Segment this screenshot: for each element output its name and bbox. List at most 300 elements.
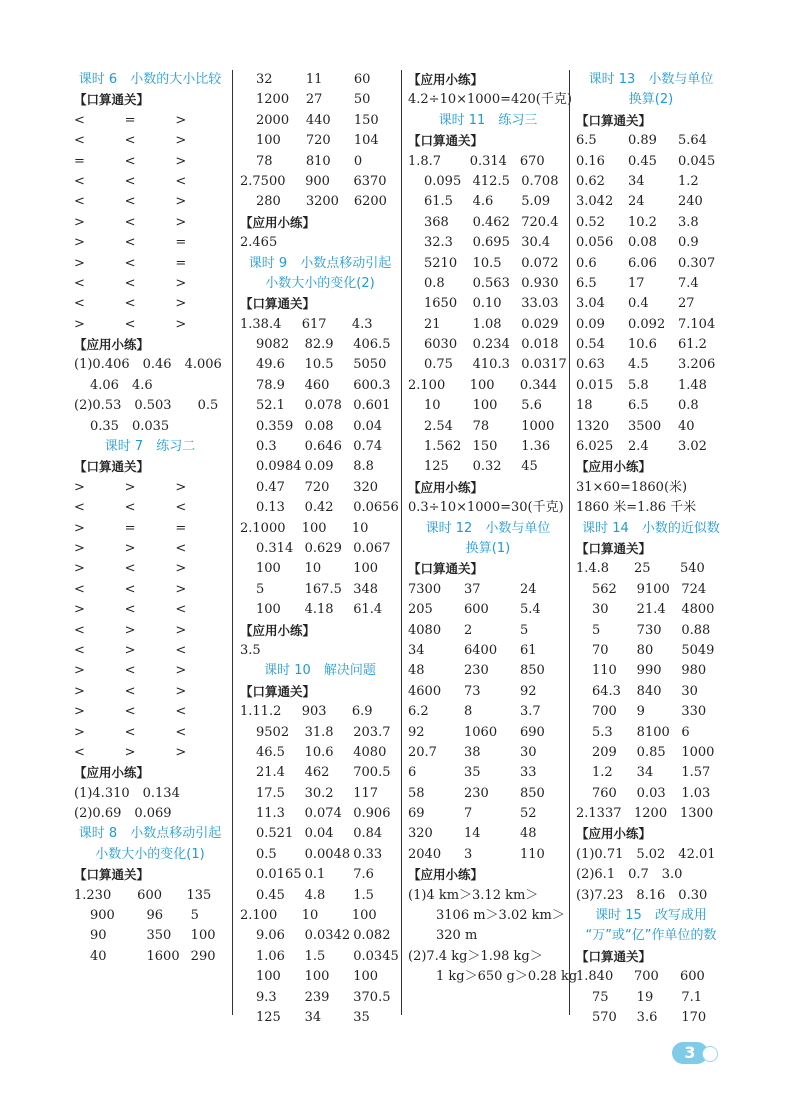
answer-cell: 3200: [305, 194, 339, 210]
answer-cell: 460: [304, 377, 330, 393]
answer-row: [74, 906, 226, 926]
answer-row: [408, 641, 568, 661]
lesson-title: 课时 10 解决问题: [264, 663, 376, 679]
section-heading: 【应用小练】: [240, 622, 316, 638]
answer-cell: 52.1: [256, 398, 285, 414]
answer-cell: 48: [520, 826, 537, 842]
answer-cell: >: [175, 214, 187, 230]
answer-cell: 0.74: [353, 439, 383, 455]
answer-cell: 3.8: [678, 214, 699, 230]
answer-cell: <: [124, 316, 136, 332]
answer-cell: 30: [681, 683, 698, 699]
answer-cell: 30: [592, 602, 609, 618]
answer-row: [576, 1008, 726, 1028]
answer-row: [576, 172, 726, 192]
answer-cell: <: [124, 214, 136, 230]
answer-cell: 0.03: [636, 785, 666, 801]
answer-cell: 0.04: [353, 418, 383, 434]
answer-cell: 670: [519, 153, 545, 169]
answer-cell: 5.4: [520, 602, 541, 618]
answer-cell: >: [74, 255, 85, 271]
answer-cell: 1000: [521, 418, 555, 434]
answer-cell: >: [175, 194, 187, 210]
comparison-row: [74, 294, 226, 314]
answer-cell: 0.54: [576, 337, 605, 353]
answer-column-2: [240, 70, 400, 1028]
answer-cell: =: [175, 520, 187, 536]
answer-row: [408, 172, 568, 192]
answer-cell: <: [175, 500, 187, 516]
answer-cell: 0.314: [469, 153, 507, 169]
answer-cell: 150: [353, 112, 379, 128]
answer-cell: 0.344: [519, 377, 558, 393]
column-divider: [401, 70, 402, 1015]
answer-cell: 125: [256, 1009, 281, 1025]
answer-row: [408, 274, 568, 294]
answer-cell: >: [74, 724, 85, 740]
answer-line: (1)0.71 5.02 42.01: [576, 846, 716, 862]
answer-cell: 25: [634, 561, 651, 577]
lesson-title: 课时 6 小数的大小比较: [78, 72, 222, 87]
answer-cell: 32: [256, 72, 273, 87]
answer-line: (3)7.23 8.16 0.30: [576, 887, 708, 903]
answer-cell: >: [74, 520, 85, 536]
answer-cell: 0.930: [521, 275, 559, 291]
answer-cell: 5.64: [678, 133, 707, 149]
answer-cell: >: [124, 540, 136, 556]
answer-cell: 10: [304, 561, 322, 577]
section-heading: 【应用小练】: [576, 826, 652, 842]
answer-cell: 1650: [424, 296, 458, 312]
answer-cell: 100: [304, 969, 330, 985]
lesson-title: 换算(1): [465, 540, 511, 556]
comparison-row: [74, 743, 226, 763]
answer-cell: 0.85: [636, 744, 666, 760]
answer-line: 4.06 4.6: [90, 377, 153, 393]
answer-cell: 11.3: [256, 806, 285, 822]
answer-cell: 5049: [681, 642, 715, 658]
answer-cell: 412.5: [472, 173, 510, 189]
answer-cell: <: [74, 296, 85, 312]
page-number-badge: [672, 1038, 712, 1064]
answer-cell: 5.8: [628, 377, 649, 393]
answer-cell: 14: [464, 826, 481, 842]
answer-cell: 6.5: [576, 133, 597, 149]
answer-cell: 17.5: [256, 785, 285, 801]
answer-cell: 1.2: [678, 173, 699, 189]
section-heading: 【口算通关】: [576, 948, 652, 964]
answer-cell: >: [175, 153, 187, 169]
answer-cell: 1.03: [681, 785, 711, 801]
answer-row: [240, 152, 400, 172]
answer-cell: 24: [520, 581, 537, 597]
answer-cell: <: [175, 540, 187, 556]
answer-cell: 0.074: [304, 806, 342, 822]
answer-cell: 1.840: [576, 969, 614, 985]
answer-cell: 0.52: [576, 214, 605, 230]
answer-cell: 617: [301, 316, 327, 332]
answer-cell: 0.84: [353, 826, 383, 842]
answer-cell: 0.4: [628, 296, 649, 312]
answer-row: [408, 600, 568, 620]
answer-cell: <: [124, 683, 136, 699]
answer-cell: 0.08: [304, 418, 334, 434]
answer-cell: 0.601: [353, 398, 391, 414]
answer-row: [240, 988, 400, 1008]
answer-row: [240, 702, 400, 722]
answer-row: [240, 376, 400, 396]
section-heading: 【口算通关】: [240, 296, 316, 312]
answer-cell: >: [124, 744, 136, 760]
answer-cell: 690: [520, 724, 545, 740]
answer-cell: 10.5: [472, 255, 502, 271]
answer-line: 320 m: [436, 928, 478, 944]
answer-cell: 6200: [353, 194, 387, 210]
answer-cell: 2.100: [240, 908, 278, 924]
answer-cell: 1.38.4: [240, 316, 282, 332]
answer-cell: <: [74, 275, 85, 291]
answer-cell: 1.5: [304, 948, 326, 964]
answer-cell: >: [175, 744, 187, 760]
answer-cell: 350: [146, 928, 172, 944]
answer-cell: 0.88: [681, 622, 711, 638]
answer-cell: >: [175, 561, 187, 577]
snail-shell-icon: [702, 1046, 718, 1062]
answer-row: [576, 967, 726, 987]
answer-cell: 5.6: [521, 398, 542, 414]
answer-cell: 2: [464, 622, 473, 638]
answer-cell: 0: [353, 153, 363, 169]
lesson-title: “万”或“亿”作单位的数: [585, 928, 717, 944]
answer-row: [576, 600, 726, 620]
answer-cell: 9.3: [256, 989, 277, 1005]
answer-row: [240, 845, 400, 865]
answer-cell: 6400: [464, 642, 498, 658]
answer-cell: 5: [190, 908, 199, 924]
answer-cell: 570: [592, 1009, 617, 1025]
answer-cell: 440: [305, 112, 331, 128]
answer-cell: 4.3: [351, 316, 373, 332]
answer-cell: 27: [305, 92, 323, 108]
answer-cell: 903: [301, 704, 327, 720]
section-heading: 【应用小练】: [240, 214, 316, 230]
answer-cell: 348: [353, 581, 379, 597]
answer-cell: <: [175, 724, 187, 740]
answer-cell: 760: [592, 785, 617, 801]
answer-cell: 330: [681, 704, 707, 720]
answer-cell: 61.4: [353, 602, 383, 618]
answer-row: [408, 396, 568, 416]
answer-row: [240, 947, 400, 967]
answer-row: [408, 682, 568, 702]
answer-cell: <: [74, 112, 85, 128]
answer-cell: <: [175, 602, 187, 618]
answer-cell: 0.629: [304, 540, 342, 556]
answer-cell: 61.2: [678, 337, 707, 353]
comparison-row: [74, 702, 226, 722]
answer-cell: <: [74, 133, 85, 149]
answer-row: [408, 315, 568, 335]
answer-cell: 0.09: [576, 316, 605, 332]
answer-line: 2.465: [240, 235, 278, 251]
answer-cell: 24: [628, 194, 645, 210]
answer-cell: 230: [464, 785, 489, 801]
answer-cell: >: [175, 479, 187, 495]
answer-line: 1 kg＞650 g＞0.28 kg: [436, 969, 578, 985]
answer-line: (2)7.4 kg＞1.98 kg＞: [408, 948, 543, 964]
answer-cell: 73: [464, 683, 481, 699]
answer-cell: >: [175, 581, 187, 597]
answer-row: [408, 804, 568, 824]
answer-row: [408, 845, 568, 865]
answer-cell: 9502: [256, 724, 290, 740]
column-divider: [232, 70, 233, 1015]
answer-row: [408, 335, 568, 355]
lesson-title: 课时 7 练习二: [104, 439, 196, 455]
answer-cell: 700: [592, 704, 617, 720]
answer-row: [240, 437, 400, 457]
answer-cell: 30.4: [521, 235, 551, 251]
answer-cell: >: [74, 235, 85, 251]
answer-cell: 21.4: [636, 602, 666, 618]
answer-row: [240, 723, 400, 743]
answer-cell: 10: [424, 398, 441, 414]
answer-row: [576, 315, 726, 335]
answer-cell: 20.7: [408, 744, 437, 760]
answer-row: [576, 763, 726, 783]
answer-cell: >: [175, 663, 187, 679]
answer-cell: 125: [424, 459, 449, 475]
answer-row: [408, 661, 568, 681]
answer-cell: <: [124, 235, 136, 251]
answer-cell: 1060: [464, 724, 498, 740]
answer-cell: >: [74, 540, 85, 556]
answer-line: (2)6.1 0.7 3.0: [576, 867, 683, 883]
answer-row: [240, 417, 400, 437]
answer-cell: 850: [520, 663, 545, 679]
answer-row: [240, 131, 400, 151]
answer-row: [408, 580, 568, 600]
answer-cell: 0.646: [304, 439, 342, 455]
answer-cell: 78: [472, 418, 490, 434]
answer-cell: 1.562: [424, 439, 462, 455]
answer-row: [240, 886, 400, 906]
answer-row: [408, 784, 568, 804]
answer-cell: 40: [678, 418, 695, 434]
answer-cell: 5: [256, 581, 265, 597]
answer-cell: 850: [520, 785, 545, 801]
answer-cell: 8.8: [353, 459, 374, 475]
answer-column-3: [408, 70, 578, 988]
answer-cell: 370.5: [353, 989, 391, 1005]
answer-cell: 27: [678, 296, 695, 312]
answer-cell: <: [74, 500, 85, 516]
answer-line: (2)0.53 0.503 0.5: [74, 398, 219, 414]
answer-cell: 6.5: [628, 398, 649, 414]
answer-cell: 7300: [408, 581, 442, 597]
answer-cell: 0.0317: [521, 357, 567, 373]
answer-cell: 0.0984: [256, 459, 302, 475]
answer-cell: 35: [353, 1009, 370, 1025]
answer-cell: 0.75: [424, 357, 453, 373]
answer-row: [240, 192, 400, 212]
answer-line: (1)0.406 0.46 4.006: [74, 357, 222, 373]
answer-cell: 10.5: [304, 357, 334, 373]
answer-cell: 2000: [256, 112, 290, 128]
answer-cell: 46.5: [256, 744, 285, 760]
answer-cell: 31.8: [304, 724, 334, 740]
answer-cell: <: [124, 275, 136, 291]
answer-cell: <: [175, 704, 187, 720]
answer-cell: 0.563: [472, 275, 510, 291]
answer-cell: 11: [305, 72, 323, 87]
answer-cell: 60: [353, 72, 371, 87]
answer-cell: 10: [301, 908, 319, 924]
answer-cell: 4800: [681, 602, 715, 618]
answer-cell: 4.18: [304, 602, 334, 618]
answer-cell: <: [124, 500, 136, 516]
answer-row: [240, 865, 400, 885]
answer-cell: 0.708: [521, 173, 559, 189]
answer-row: [240, 600, 400, 620]
answer-cell: 0.307: [678, 255, 716, 271]
answer-cell: 9.06: [256, 928, 285, 944]
answer-row: [240, 335, 400, 355]
answer-cell: 0.082: [353, 928, 391, 944]
answer-cell: 1.2: [592, 765, 613, 781]
answer-line: 0.3÷10×1000=30(千克): [408, 500, 564, 516]
answer-cell: 0.08: [628, 235, 657, 251]
answer-cell: 5.3: [592, 724, 613, 740]
answer-row: [576, 396, 726, 416]
answer-cell: 5: [520, 622, 529, 638]
answer-cell: 50: [353, 92, 371, 108]
answer-cell: 18: [576, 398, 593, 414]
answer-cell: 720: [305, 133, 331, 149]
answer-cell: 7.104: [678, 316, 716, 332]
comparison-row: [74, 498, 226, 518]
answer-cell: 0.47: [256, 479, 285, 495]
answer-cell: >: [124, 642, 136, 658]
answer-row: [240, 1008, 400, 1028]
answer-cell: 6370: [353, 173, 387, 189]
answer-cell: 0.234: [472, 337, 510, 353]
comparison-row: [74, 233, 226, 253]
answer-row: [576, 682, 726, 702]
answer-cell: <: [74, 173, 85, 189]
answer-cell: 240: [678, 194, 703, 210]
answer-row: [74, 886, 226, 906]
lesson-title: 换算(2): [628, 92, 674, 108]
answer-cell: 1.4.8: [576, 561, 610, 577]
answer-cell: >: [74, 602, 85, 618]
answer-cell: 562: [592, 581, 617, 597]
answer-row: [240, 926, 400, 946]
answer-cell: 810: [305, 153, 331, 169]
answer-cell: 100: [256, 561, 281, 577]
answer-cell: 34: [628, 173, 645, 189]
answer-cell: 92: [408, 724, 425, 740]
answer-cell: 0.45: [256, 887, 285, 903]
answer-cell: =: [175, 235, 187, 251]
comparison-row: [74, 682, 226, 702]
answer-cell: >: [74, 704, 85, 720]
answer-row: [576, 131, 726, 151]
section-heading: 【应用小练】: [74, 765, 150, 781]
answer-cell: 0.8: [424, 275, 445, 291]
answer-row: [408, 376, 568, 396]
answer-row: [74, 947, 226, 967]
answer-cell: 4.8: [304, 887, 326, 903]
answer-cell: 0.015: [576, 377, 614, 393]
answer-cell: 10.6: [304, 744, 334, 760]
lesson-title: 课时 12 小数与单位: [425, 520, 551, 536]
answer-row: [576, 621, 726, 641]
answer-cell: 0.029: [521, 316, 559, 332]
answer-cell: 1000: [681, 744, 715, 760]
answer-cell: 2.4: [628, 439, 649, 455]
answer-cell: 0.13: [256, 500, 285, 516]
answer-cell: 34: [408, 642, 425, 658]
section-heading: 【应用小练】: [408, 867, 484, 883]
answer-cell: 0.314: [256, 540, 294, 556]
answer-cell: 1.230: [74, 887, 112, 903]
answer-line: 31×60=1860(米): [576, 479, 688, 495]
answer-row: [576, 702, 726, 722]
answer-row: [576, 641, 726, 661]
answer-cell: 230: [464, 663, 489, 679]
answer-cell: 1.36: [521, 439, 551, 455]
answer-row: [408, 824, 568, 844]
answer-cell: 3.6: [636, 1009, 658, 1025]
answer-cell: 33: [520, 765, 537, 781]
answer-cell: 78: [256, 153, 273, 169]
answer-cell: <: [74, 622, 85, 638]
answer-line: 4.2÷10×1000=420(千克): [408, 92, 572, 108]
comparison-row: [74, 254, 226, 274]
answer-cell: <: [124, 602, 136, 618]
answer-cell: <: [124, 133, 136, 149]
answer-cell: 6: [408, 765, 417, 781]
answer-cell: 7.1: [681, 989, 703, 1005]
answer-cell: 64.3: [592, 683, 621, 699]
section-heading: 【口算通关】: [74, 92, 150, 108]
answer-cell: =: [124, 112, 136, 128]
answer-cell: >: [74, 479, 85, 495]
answer-cell: =: [124, 520, 136, 536]
answer-row: [240, 519, 400, 539]
answer-cell: 700.5: [353, 765, 391, 781]
answer-row: [576, 559, 726, 579]
answer-cell: =: [74, 153, 85, 169]
comparison-row: [74, 152, 226, 172]
answer-cell: 3.206: [678, 357, 716, 373]
answer-cell: 980: [681, 663, 707, 679]
answer-cell: >: [175, 133, 187, 149]
section-heading: 【应用小练】: [408, 72, 484, 87]
answer-cell: 1.57: [681, 765, 711, 781]
answer-cell: 37: [464, 581, 481, 597]
answer-cell: 0.521: [256, 826, 294, 842]
lesson-title: 小数大小的变化(2): [265, 275, 375, 291]
answer-cell: 100: [353, 561, 379, 577]
answer-cell: <: [124, 704, 136, 720]
section-heading: 【口算通关】: [576, 112, 652, 128]
answer-cell: 3500: [628, 418, 662, 434]
lesson-title: 小数大小的变化(1): [95, 846, 205, 862]
answer-cell: >: [175, 316, 187, 332]
answer-cell: <: [175, 642, 187, 658]
